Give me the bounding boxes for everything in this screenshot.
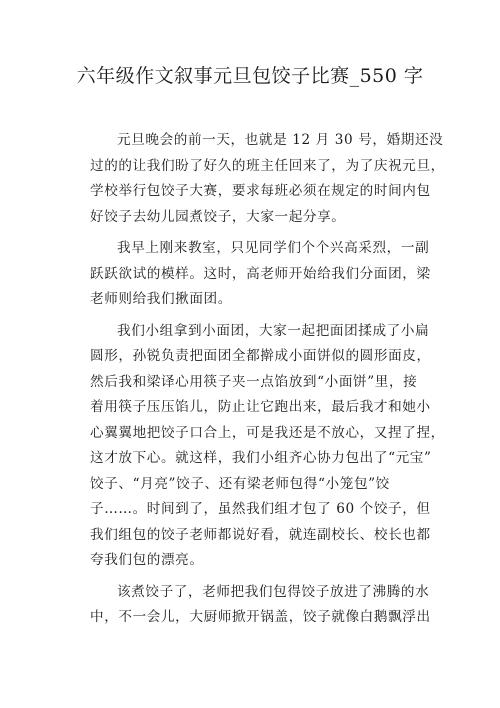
text-line: 圆形，孙锐负责把面团全都擀成小面饼似的圆形面皮， [90, 348, 431, 364]
text-line: 元旦晚会的前一天，也就是 12 月 30 号，婚期还没 [117, 132, 444, 148]
text-line: 好饺子去幼儿园煮饺子，大家一起分享。 [90, 208, 346, 225]
paragraph-3 [90, 319, 445, 574]
text-line: 跃跃欲试的模样。这时，高老师开始给我们分面团，梁 [90, 265, 431, 282]
text-line: 饺子、“月亮”饺子、还有梁老师包得“小笼包”饺 [90, 475, 390, 492]
text-line: 我早上刚来教室，只见同学们个个兴高采烈，一副 [117, 240, 430, 256]
text-line: 过的的让我们盼了好久的班主任回来了，为了庆祝元旦， [90, 157, 445, 174]
paragraph-4 [90, 580, 431, 631]
text-line: 这才放下心。就这样，我们小组齐心协力包出了“元宝” [90, 450, 432, 466]
text-line: 中，不一会儿，大厨师掀开锅盖，饺子就像白鹅飘浮出 [90, 609, 431, 625]
text-line: 我们组包的饺子老师都说好看，就连副校长、校长也都 [90, 526, 431, 543]
text-line: 该煮饺子了，老师把我们包得饺子放进了沸腾的水 [117, 583, 430, 600]
text-line: 着用筷子压压馅儿，防止让它跑出来，最后我才和她小 [90, 399, 431, 415]
document-title: 六年级作文叙事元旦包饺子比赛_550 字 [76, 65, 424, 87]
text-line: 老师则给我们揪面团。 [90, 291, 232, 307]
text-line: 然后我和梁译心用筷子夹一点馅放到“小面饼”里，接 [90, 373, 418, 390]
text-line: 我们小组拿到小面团，大家一起把面团揉成了小扁 [117, 322, 430, 339]
document-body [90, 128, 445, 637]
text-line: 心翼翼地把饺子口合上，可是我还是不放心，又捏了捏， [90, 424, 445, 441]
paragraph-2 [90, 236, 431, 313]
text-line: 子……。时间到了，虽然我们组才包了 60 个饺子，但 [90, 501, 431, 517]
paragraph-1 [90, 128, 445, 230]
text-line: 夸我们包的漂亮。 [90, 552, 204, 568]
text-line: 学校举行包饺子大赛，要求每班必须在规定的时间内包 [90, 183, 431, 199]
